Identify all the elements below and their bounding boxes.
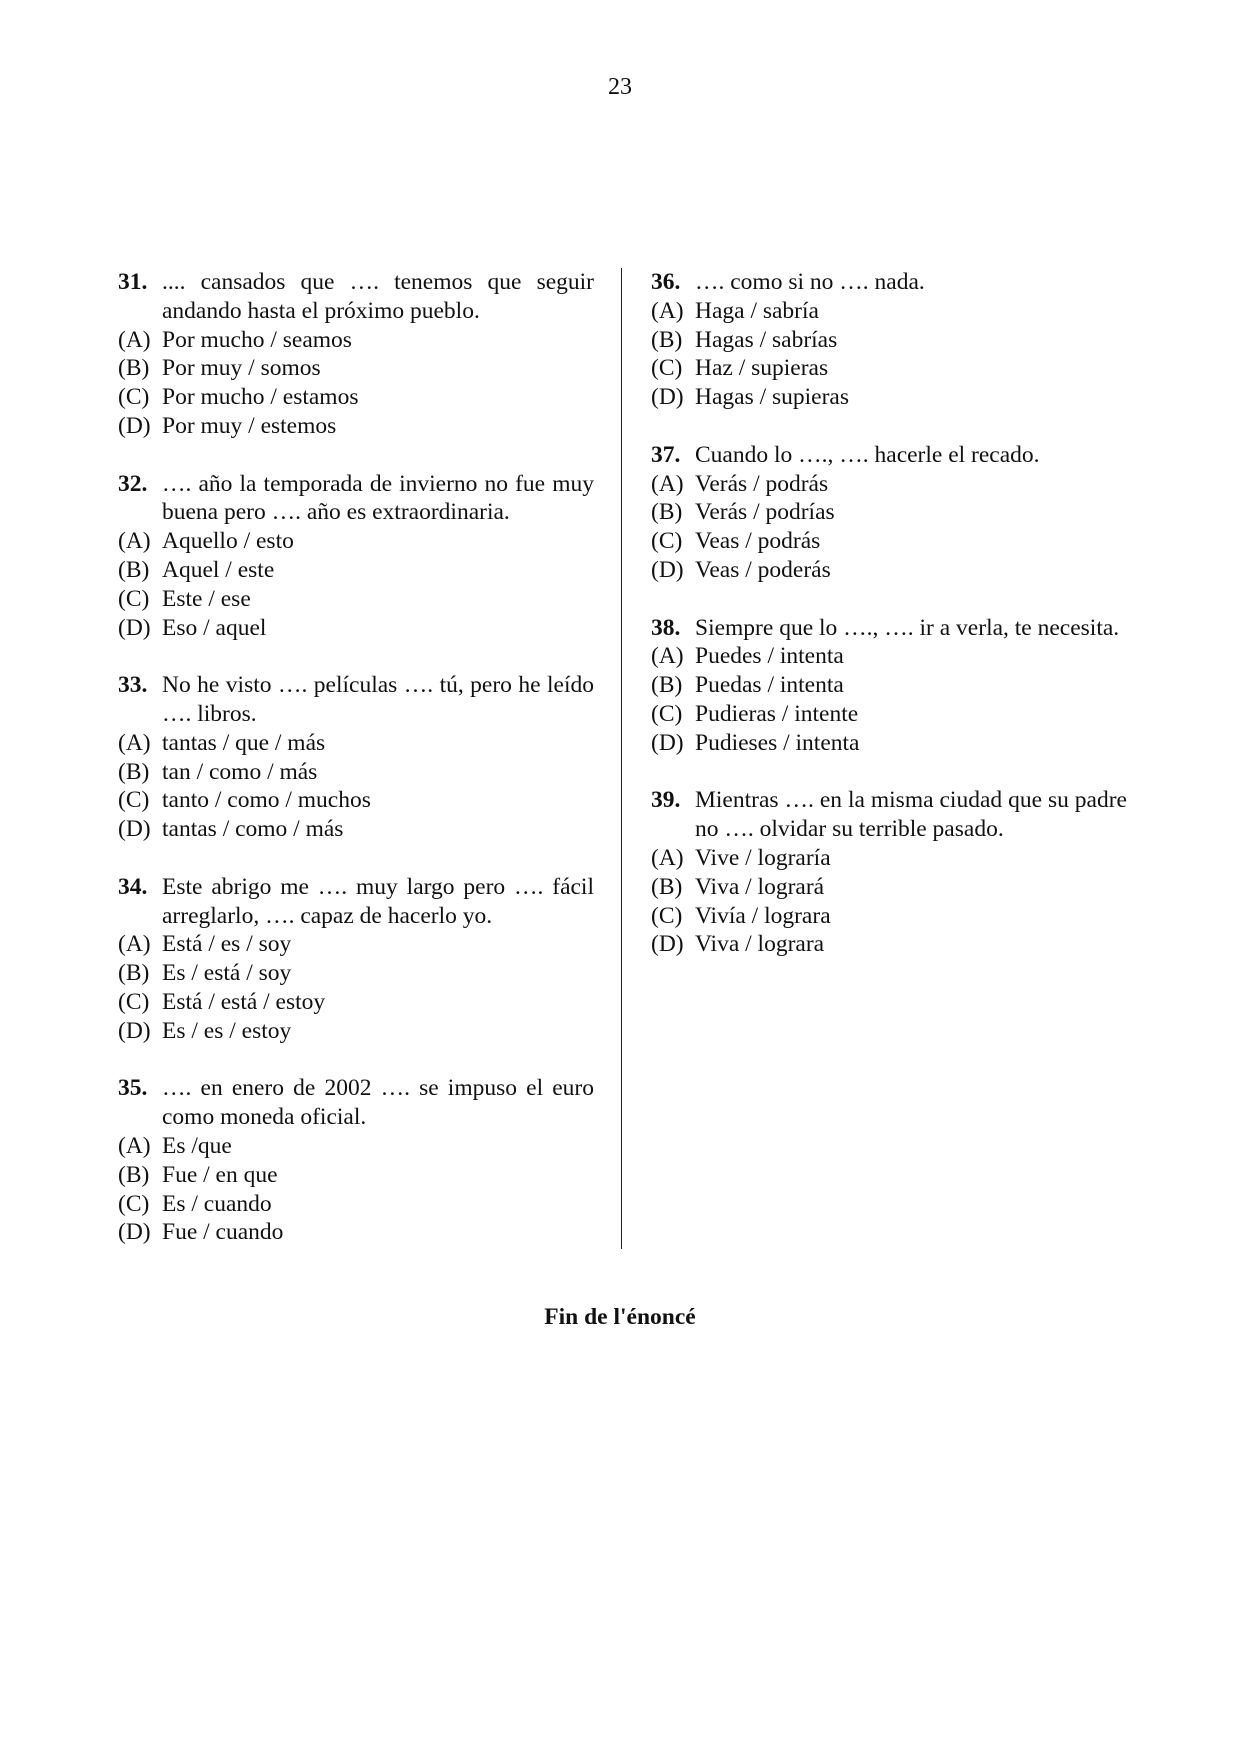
question-39: [651, 786, 1127, 959]
option-text: Puedes / intenta: [695, 643, 844, 670]
option-c: [651, 354, 1127, 383]
option-letter: (D): [118, 1219, 151, 1246]
option-letter: (D): [651, 384, 684, 411]
option-letter: (C): [651, 528, 683, 555]
option-letter: (A): [651, 844, 684, 871]
option-letter: (C): [651, 355, 683, 382]
question-number: 31.: [118, 269, 148, 295]
question-stem: [651, 268, 1127, 297]
option-text: tantas / como / más: [162, 816, 344, 843]
question-number: 34.: [118, 873, 148, 900]
option-text: Haz / supieras: [695, 355, 829, 382]
option-text: Verás / podrás: [695, 470, 829, 497]
option-b: [118, 1161, 594, 1190]
option-text: Es /que: [162, 1132, 232, 1159]
question-text: …. año la temporada de invierno no fue muy buena pero …. año es extraordinaria.: [162, 470, 594, 526]
option-text: Pudieses / intenta: [695, 729, 860, 756]
option-c: [651, 700, 1127, 729]
option-d: [651, 556, 1127, 585]
option-a: [118, 1132, 594, 1161]
question-stem: [651, 786, 1127, 844]
option-b: [651, 326, 1127, 355]
option-text: Puedas / intenta: [695, 672, 844, 699]
question-text: Cuando lo …., …. hacerle el recado.: [695, 441, 1040, 468]
question-text: No he visto …. películas …. tú, pero he leído …. libros.: [162, 672, 594, 727]
option-text: Aquel / este: [162, 556, 275, 583]
option-d: [651, 729, 1127, 758]
question-35: [118, 1074, 594, 1247]
option-b: [118, 354, 594, 383]
option-text: Es / cuando: [162, 1190, 272, 1217]
option-c: [651, 902, 1127, 931]
question-number: 32.: [118, 470, 148, 497]
question-text: Siempre que lo …., …. ir a verla, te necesita.: [695, 614, 1120, 641]
option-text: tanto / como / muchos: [162, 787, 371, 814]
option-b: [651, 873, 1127, 902]
question-stem: [651, 614, 1127, 643]
question-number: 38.: [651, 614, 681, 641]
option-b: [651, 498, 1127, 527]
option-a: [118, 326, 594, 355]
option-a: [118, 729, 594, 758]
option-c: [118, 585, 594, 614]
option-letter: (A): [118, 528, 151, 555]
option-b: [118, 556, 594, 585]
question-text: Este abrigo me …. muy largo pero …. fácil arreglarlo, …. capaz de hacerlo yo.: [162, 873, 594, 929]
option-text: Por mucho / estamos: [162, 384, 359, 411]
option-letter: (C): [651, 700, 683, 727]
option-text: Es / es / estoy: [162, 1017, 292, 1044]
option-text: Pudieras / intente: [695, 700, 859, 727]
option-text: Por mucho / seamos: [162, 326, 352, 353]
option-text: tantas / que / más: [162, 729, 326, 756]
end-of-statement: Fin de l'énoncé: [544, 1304, 696, 1330]
option-text: Por muy / somos: [162, 355, 321, 382]
option-letter: (C): [118, 787, 150, 814]
option-a: [118, 930, 594, 959]
option-text: Hagas / supieras: [695, 384, 850, 411]
option-c: [118, 1190, 594, 1219]
option-text: Es / está / soy: [162, 960, 292, 987]
option-c: [118, 383, 594, 412]
option-letter: (C): [118, 585, 150, 612]
option-letter: (D): [118, 412, 151, 439]
option-letter: (D): [651, 729, 684, 756]
option-text: Está / es / soy: [162, 931, 292, 958]
option-letter: (A): [118, 931, 151, 958]
option-d: [651, 930, 1127, 959]
question-text: …. en enero de 2002 …. se impuso el euro como moneda oficial.: [162, 1075, 594, 1131]
option-d: [651, 383, 1127, 412]
right-column: [651, 268, 1127, 988]
option-c: [118, 786, 594, 815]
option-letter: (C): [118, 988, 150, 1015]
option-text: Verás / podrías: [695, 499, 835, 526]
option-letter: (B): [118, 960, 150, 987]
option-letter: (B): [118, 758, 150, 785]
option-text: Haga / sabría: [695, 297, 819, 324]
option-d: [118, 614, 594, 643]
question-stem: [118, 1074, 594, 1132]
question-text: .... cansados que …. tenemos que seguir andando hasta el próximo pueblo.: [162, 269, 594, 324]
option-letter: (A): [118, 1132, 151, 1159]
option-letter: (B): [118, 1161, 150, 1188]
option-c: [651, 527, 1127, 556]
option-letter: (C): [118, 384, 150, 411]
option-c: [118, 988, 594, 1017]
question-number: 36.: [651, 269, 681, 295]
option-a: [651, 844, 1127, 873]
option-b: [651, 671, 1127, 700]
option-a: [118, 527, 594, 556]
question-number: 33.: [118, 672, 148, 699]
column-divider: [621, 268, 622, 1249]
option-text: Fue / cuando: [162, 1219, 284, 1246]
question-stem: [118, 268, 594, 326]
option-text: Aquello / esto: [162, 528, 294, 555]
option-text: Veas / poderás: [695, 556, 831, 583]
option-letter: (A): [651, 643, 684, 670]
option-text: Viva / logrará: [695, 873, 825, 900]
question-37: [651, 441, 1127, 585]
question-stem: [118, 671, 594, 729]
option-text: Eso / aquel: [162, 614, 267, 641]
option-letter: (B): [651, 672, 683, 699]
option-letter: (A): [651, 297, 684, 324]
option-text: Vive / lograría: [695, 844, 831, 871]
option-d: [118, 1017, 594, 1046]
option-letter: (D): [651, 931, 684, 958]
question-36: [651, 268, 1127, 412]
option-letter: (C): [651, 902, 683, 929]
option-letter: (D): [651, 556, 684, 583]
option-a: [651, 642, 1127, 671]
question-number: 39.: [651, 787, 681, 814]
option-d: [118, 815, 594, 844]
option-letter: (A): [118, 326, 151, 353]
option-text: Este / ese: [162, 585, 251, 612]
question-number: 35.: [118, 1075, 148, 1102]
option-letter: (D): [118, 614, 151, 641]
question-38: [651, 614, 1127, 758]
option-a: [651, 297, 1127, 326]
question-number: 37.: [651, 441, 681, 468]
question-stem: [118, 873, 594, 931]
option-letter: (B): [118, 556, 150, 583]
option-text: Vivía / lograra: [695, 902, 831, 929]
question-stem: [651, 441, 1127, 470]
option-d: [118, 412, 594, 441]
option-d: [118, 1218, 594, 1247]
option-b: [118, 758, 594, 787]
question-33: [118, 671, 594, 844]
option-b: [118, 959, 594, 988]
option-letter: (B): [118, 355, 150, 382]
option-letter: (A): [651, 470, 684, 497]
option-a: [651, 470, 1127, 499]
question-32: [118, 470, 594, 643]
left-column: [118, 268, 594, 1276]
page-number: 23: [608, 74, 632, 100]
option-text: Hagas / sabrías: [695, 326, 838, 353]
question-stem: [118, 470, 594, 528]
option-letter: (D): [118, 816, 151, 843]
question-text: Mientras …. en la misma ciudad que su padre no …. olvidar su terrible pasado.: [695, 787, 1127, 843]
option-text: Viva / lograra: [695, 931, 825, 958]
option-letter: (B): [651, 499, 683, 526]
question-34: [118, 873, 594, 1046]
option-letter: (C): [118, 1190, 150, 1217]
option-text: Fue / en que: [162, 1161, 278, 1188]
question-text: …. como si no …. nada.: [695, 269, 925, 295]
option-letter: (D): [118, 1017, 151, 1044]
option-letter: (B): [651, 873, 683, 900]
option-text: tan / como / más: [162, 758, 318, 785]
option-letter: (B): [651, 326, 683, 353]
option-text: Por muy / estemos: [162, 412, 337, 439]
option-letter: (A): [118, 729, 151, 756]
option-text: Está / está / estoy: [162, 988, 326, 1015]
question-31: [118, 268, 594, 441]
option-text: Veas / podrás: [695, 528, 821, 555]
